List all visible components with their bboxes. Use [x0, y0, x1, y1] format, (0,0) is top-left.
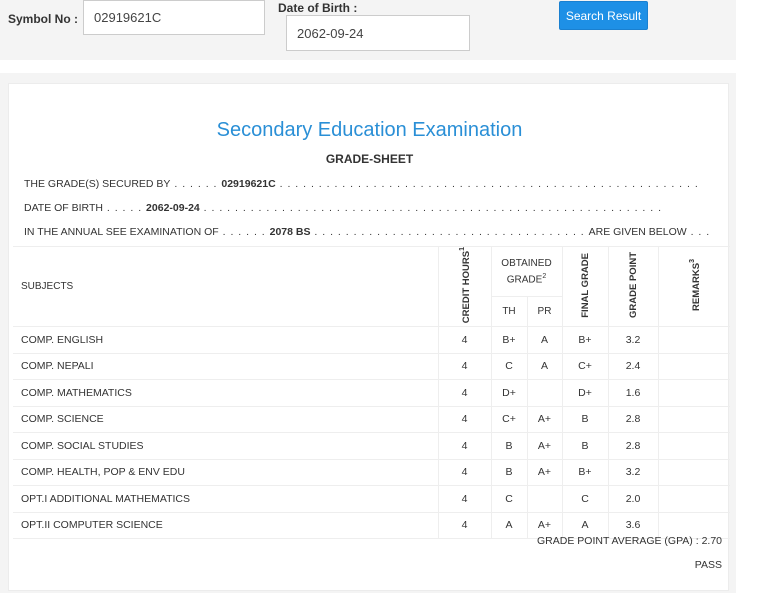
row-grade-point: 3.6	[608, 512, 658, 539]
row-pr: A+	[527, 406, 562, 433]
row-th: D+	[491, 380, 527, 407]
table-row	[13, 459, 730, 486]
result-panel	[0, 73, 736, 593]
row-grade-point: 3.2	[608, 459, 658, 486]
search-result-button[interactable]: Search Result	[559, 1, 648, 30]
header-remarks: REMARKS$^3$	[658, 247, 730, 327]
table-row	[13, 380, 730, 407]
row-grade-point: 2.0	[608, 486, 658, 513]
header-th: TH	[491, 297, 527, 327]
row-remarks	[658, 353, 730, 380]
row-th: A	[491, 512, 527, 539]
symbol-no-label: Symbol No :	[8, 12, 79, 26]
table-row	[13, 433, 730, 460]
secured-by-prefix: THE GRADE(S) SECURED BY	[24, 178, 171, 190]
row-subject: COMP. SCIENCE	[13, 406, 438, 433]
row-remarks	[658, 327, 730, 354]
table-row	[13, 486, 730, 513]
row-subject: OPT.I ADDITIONAL MATHEMATICS	[13, 486, 438, 513]
row-subject: COMP. HEALTH, POP & ENV EDU	[13, 459, 438, 486]
row-grade-point: 3.2	[608, 327, 658, 354]
header-credit-hours: CREDIT HOURS$^1$	[438, 247, 491, 327]
header-grade-point: GRADE POINT	[608, 247, 658, 327]
table-row	[13, 406, 730, 433]
row-final: D+	[562, 380, 608, 407]
row-subject: COMP. ENGLISH	[13, 327, 438, 354]
row-pr: A+	[527, 459, 562, 486]
dob-value: 2062-09-24	[146, 202, 200, 214]
header-subjects: SUBJECTS	[13, 247, 438, 327]
row-grade-point: 2.4	[608, 353, 658, 380]
grade-sheet-title: GRADE-SHEET	[325, 152, 414, 166]
secured-by-line: THE GRADE(S) SECURED BY . . . . . . 02919621C . . . . . . . . . . . . . . . . . . . . . . . . . . . . . . . . . . . . . . . . . . . . . . . . . . . . . .	[24, 178, 699, 190]
header-final-grade: FINAL GRADE	[562, 247, 608, 327]
row-pr	[527, 380, 562, 407]
row-subject: COMP. MATHEMATICS	[13, 380, 438, 407]
row-remarks	[658, 486, 730, 513]
exam-prefix: IN THE ANNUAL SEE EXAMINATION OF	[24, 226, 219, 238]
row-final: A	[562, 512, 608, 539]
row-th: B	[491, 459, 527, 486]
row-grade-point: 2.8	[608, 406, 658, 433]
row-th: C+	[491, 406, 527, 433]
header-pr: PR	[527, 297, 562, 327]
row-remarks	[658, 380, 730, 407]
result-status: PASS	[694, 559, 722, 571]
row-remarks	[658, 459, 730, 486]
row-pr: A+	[527, 512, 562, 539]
row-final: B	[562, 406, 608, 433]
row-remarks	[658, 433, 730, 460]
row-credit: 4	[438, 406, 491, 433]
row-credit: 4	[438, 459, 491, 486]
row-subject: OPT.II COMPUTER SCIENCE	[13, 512, 438, 539]
gpa-line	[537, 535, 722, 547]
row-credit: 4	[438, 486, 491, 513]
exam-line: IN THE ANNUAL SEE EXAMINATION OF . . . . . . 2078 BS . . . . . . . . . . . . . . . . . . . . . . . . . . . . . . . . . . . ARE GIVEN BELOW . . .	[24, 226, 711, 238]
row-final: B+	[562, 327, 608, 354]
row-th: C	[491, 486, 527, 513]
exam-title: Secondary Education Examination	[216, 119, 523, 141]
gpa-label: GRADE POINT AVERAGE (GPA) :	[537, 535, 699, 547]
row-credit: 4	[438, 353, 491, 380]
row-th: B+	[491, 327, 527, 354]
row-final: C+	[562, 353, 608, 380]
header-obtained-grade: OBTAINED GRADE$^2$	[491, 247, 562, 297]
dob-prefix: DATE OF BIRTH	[24, 202, 103, 214]
row-pr: A	[527, 327, 562, 354]
row-pr: A	[527, 353, 562, 380]
row-th: B	[491, 433, 527, 460]
gpa-value: 2.70	[701, 535, 722, 547]
row-remarks	[658, 406, 730, 433]
row-grade-point: 1.6	[608, 380, 658, 407]
row-subject: COMP. SOCIAL STUDIES	[13, 433, 438, 460]
given-below: ARE GIVEN BELOW	[588, 226, 687, 238]
grades-table	[13, 246, 730, 539]
row-credit: 4	[438, 380, 491, 407]
symbol-no-input[interactable]: 02919621C	[83, 0, 265, 35]
grade-sheet-card	[8, 83, 729, 591]
date-of-birth-label: Date of Birth :	[278, 1, 358, 15]
row-final: C	[562, 486, 608, 513]
table-row	[13, 327, 730, 354]
row-credit: 4	[438, 327, 491, 354]
date-of-birth-input[interactable]: 2062-09-24	[286, 15, 470, 51]
row-credit: 4	[438, 433, 491, 460]
row-pr: A+	[527, 433, 562, 460]
row-final: B+	[562, 459, 608, 486]
secured-by-symbol: 02919621C	[221, 178, 276, 190]
row-final: B	[562, 433, 608, 460]
table-row	[13, 353, 730, 380]
row-subject: COMP. NEPALI	[13, 353, 438, 380]
row-grade-point: 2.8	[608, 433, 658, 460]
row-pr	[527, 486, 562, 513]
exam-year: 2078 BS	[269, 226, 311, 238]
dob-line: DATE OF BIRTH . . . . . 2062-09-24 . . . . . . . . . . . . . . . . . . . . . . . . . . . . . . . . . . . . . . . . . . . . . . . . . . . . . . . . . . .	[24, 202, 662, 214]
row-credit: 4	[438, 512, 491, 539]
search-bar	[0, 0, 736, 60]
row-th: C	[491, 353, 527, 380]
